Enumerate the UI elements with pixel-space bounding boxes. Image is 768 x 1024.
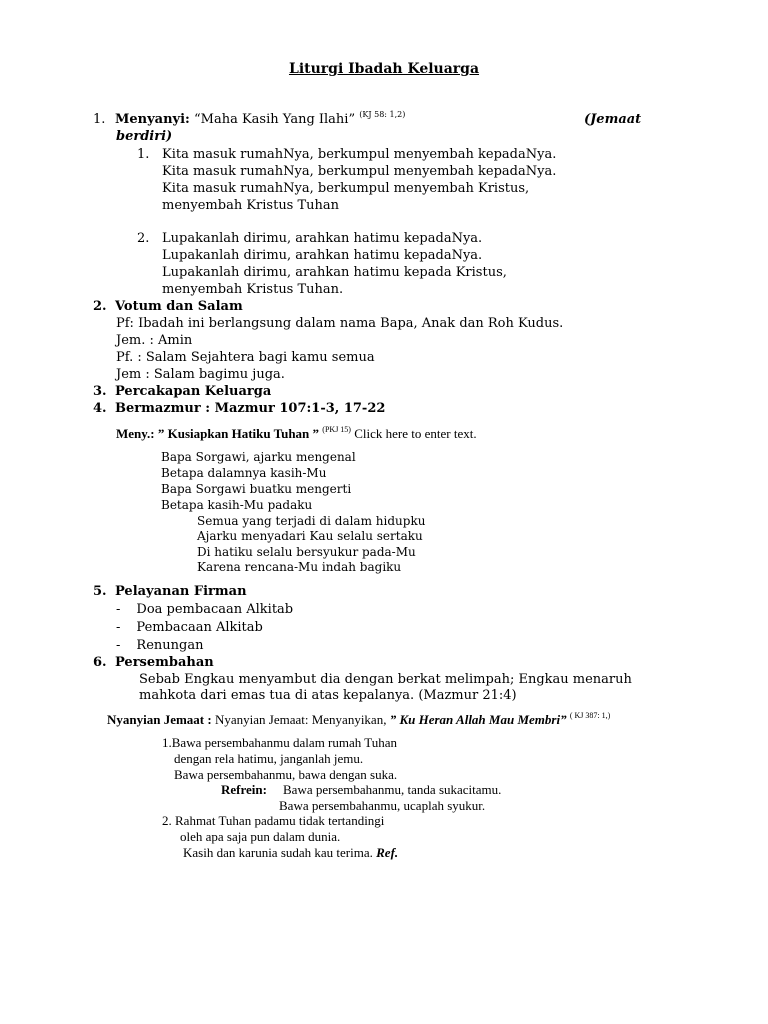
song-line-indented: Semua yang terjadi di dalam hidupku — [197, 514, 426, 528]
hymn-line: Bawa persembahanmu, bawa dengan suka. — [174, 767, 398, 782]
verse-line: Kita masuk rumahNya, berkumpul menyembah Kristus, — [162, 181, 530, 196]
item-heading: Votum dan Salam — [115, 299, 243, 314]
liturgy-line: Jem : Salam bagimu juga. — [116, 367, 285, 382]
song-line-indented: Karena rencana-Mu indah bagiku — [197, 560, 402, 574]
item-number: 1. — [93, 112, 106, 127]
refrein-label: Refrein: — [221, 782, 267, 797]
item-number: 4. — [93, 401, 107, 416]
item-1-line — [93, 112, 405, 127]
liturgy-line: Pf. : Salam Sejahtera bagi kamu semua — [116, 350, 375, 365]
verse-line: Lupakanlah dirimu, arahkan hatimu kepadaNya. — [162, 248, 483, 263]
item-6-heading — [93, 655, 214, 670]
refrein-line: Bawa persembahanmu, ucaplah syukur. — [279, 798, 486, 813]
item-note-cont: berdiri) — [116, 129, 173, 144]
item-number: 2. — [93, 299, 107, 314]
nyanyian-song: ” Ku Heran Allah Mau Membri” — [389, 712, 567, 727]
scripture-line: mahkota dari emas tua di atas kepalanya. (Mazmur 21:4) — [139, 688, 517, 703]
verse-line: Lupakanlah dirimu, arahkan hatimu kepada Kristus, — [162, 265, 507, 280]
bullet-text: Renungan — [136, 638, 204, 653]
verse-line: menyembah Kristus Tuhan. — [162, 282, 344, 297]
item-heading: Percakapan Keluarga — [115, 384, 272, 399]
item-5-heading — [93, 584, 247, 599]
meny-line — [116, 426, 477, 442]
item-heading: Persembahan — [115, 655, 214, 670]
bullet-item — [116, 620, 263, 635]
song-line: Betapa dalamnya kasih-Mu — [161, 466, 327, 480]
meny-label: Meny.: — [116, 426, 155, 441]
item-heading: Pelayanan Firman — [115, 584, 247, 599]
nyanyian-label: Nyanyian Jemaat : — [107, 712, 212, 727]
hymn-line: oleh apa saja pun dalam dunia. — [180, 829, 341, 844]
bullet-text: Doa pembacaan Alkitab — [136, 602, 294, 617]
refrein-reference: Ref. — [376, 845, 399, 860]
meny-song: ” Kusiapkan Hatiku Tuhan ” — [157, 426, 320, 441]
verse-line: Lupakanlah dirimu, arahkan hatimu kepadaNya. — [162, 231, 483, 246]
hymn-line: 2. Rahmat Tuhan padamu tidak tertandingi — [162, 813, 385, 828]
item-number: 6. — [93, 655, 107, 670]
dash-icon: - — [116, 620, 121, 635]
dash-icon: - — [116, 638, 121, 653]
item-3-heading — [93, 384, 271, 399]
bullet-item — [116, 602, 293, 617]
page-title: Liturgi Ibadah Keluarga — [288, 61, 480, 77]
verse-number: 1. — [137, 147, 150, 162]
hymn-line: 1.Bawa persembahanmu dalam rumah Tuhan — [162, 735, 398, 750]
bullet-item — [116, 638, 203, 653]
verse-line: menyembah Kristus Tuhan — [162, 198, 340, 213]
item-4-heading — [93, 401, 385, 416]
liturgy-line: Pf: Ibadah ini berlangsung dalam nama Bapa, Anak dan Roh Kudus. — [116, 316, 564, 331]
song-line: Bapa Sorgawi, ajarku mengenal — [161, 450, 356, 464]
refrein-line: Bawa persembahanmu, tanda sukacitamu. — [283, 782, 502, 797]
nyanyian-line — [107, 712, 610, 728]
song-ref: (KJ 58: 1,2) — [359, 110, 406, 119]
verse-number: 2. — [137, 231, 150, 246]
hymn-line-text: Kasih dan karunia sudah kau terima. — [183, 845, 373, 860]
item-heading: Bermazmur : Mazmur 107:1-3, 17-22 — [115, 401, 386, 416]
hymn-line: dengan rela hatimu, janganlah jemu. — [174, 751, 364, 766]
bullet-text: Pembacaan Alkitab — [136, 620, 263, 635]
song-line-indented: Ajarku menyadari Kau selalu sertaku — [197, 529, 423, 543]
scripture-line: Sebab Engkau menyambut dia dengan berkat melimpah; Engkau menaruh — [139, 672, 632, 687]
item-note: (Jemaat — [584, 112, 642, 127]
song-line-indented: Di hatiku selalu bersyukur pada-Mu — [197, 545, 416, 559]
dash-icon: - — [116, 602, 121, 617]
song-line: Bapa Sorgawi buatku mengerti — [161, 482, 352, 496]
item-number: 5. — [93, 584, 107, 599]
meny-ref: (PKJ 15) — [322, 425, 351, 434]
item-2-heading — [93, 299, 243, 314]
item-heading: Menyanyi: — [115, 112, 190, 127]
song-line: Betapa kasih-Mu padaku — [161, 498, 313, 512]
verse-line: Kita masuk rumahNya, berkumpul menyembah kepadaNya. — [162, 164, 557, 179]
placeholder-text[interactable]: Click here to enter text. — [354, 426, 477, 441]
song-title: “Maha Kasih Yang Ilahi” — [193, 112, 356, 127]
liturgy-line: Jem. : Amin — [116, 333, 193, 348]
nyanyian-ref: ( KJ 387: 1,) — [569, 711, 611, 720]
hymn-line-last — [183, 845, 398, 861]
item-number: 3. — [93, 384, 107, 399]
nyanyian-text: Nyanyian Jemaat: Menyanyikan, — [214, 712, 387, 727]
verse-line: Kita masuk rumahNya, berkumpul menyembah kepadaNya. — [162, 147, 557, 162]
